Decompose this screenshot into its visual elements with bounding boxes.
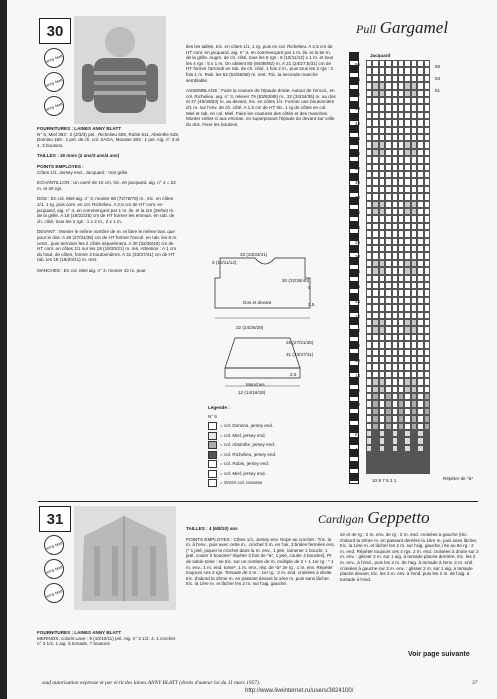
chart-cell: [424, 252, 430, 259]
chart-cell: [424, 208, 430, 215]
chart-row-label: 10: [355, 402, 361, 408]
chart-cell: [424, 312, 430, 319]
left-column-text: [37, 126, 180, 273]
chart-cell: [424, 445, 430, 452]
chart-row-label: 32: [355, 239, 361, 245]
supplies-body-31: MERINOS, coloris Lave : 9 (10/10/11) pel. Aig. n° 3 1/2, 4, 1 crochet n° 3 1/2, 1 aig. à torsade, 7 boutons: [37, 635, 176, 647]
legend-swatch: [208, 422, 217, 430]
assembly: ASSEMBLAGE : Faire la couture de l'épaule droite. Autour de l'encol., en col. Richelieu, aig. n° 3, relever 79 (83/83/89) m., 32 (34/34/36) m. au dos et 47 (49/49/53) m. au devant, tric. en côtes 1/1. Former une boutonnière d'1 m. sur l'env. de ch. côté. A 1,5 cm de HT tric. 1 rg de côtes en col. Miel et rab. en col. Miel. Faire les coutures des côtés et des manches. Monter celles-ci aux emman. en superposant l'épaule du devant sur celle du dos. Fixer les boutons.: [186, 88, 336, 127]
chart-cell: [424, 452, 430, 459]
chart-row-label-right: 55: [435, 64, 441, 69]
chart-cell: [424, 97, 430, 104]
chart-row-label: 24: [355, 298, 361, 304]
legend-label: = SAGA col. mousse: [220, 480, 263, 486]
chart-repeat-note: Répéter de *à*: [443, 476, 474, 481]
see-next-page: Voir page suivante: [408, 651, 470, 658]
legend-swatch: [208, 451, 217, 459]
brand-badge: anny blatt: [41, 45, 67, 71]
legend-swatch: [208, 441, 217, 449]
pattern-number-31: 31: [39, 506, 71, 532]
chart-cell: [424, 282, 430, 289]
sizes-stitches-31: [186, 526, 336, 587]
chart-cell: [424, 112, 430, 119]
chart-column-numbers: 10 9 7 5 3 1: [372, 478, 397, 483]
legend-swatch: [208, 479, 217, 487]
chart-cell: [424, 371, 430, 378]
chart-row-label: 52: [355, 91, 361, 97]
chart-cell: [424, 393, 430, 400]
legend-sub: N° 5: [208, 413, 217, 419]
supplies-heading: FOURNITURES : LAINES ANNY BLATT: [37, 126, 122, 131]
chart-cell: [424, 260, 430, 267]
legend-item: [208, 451, 318, 459]
dimension-label: 26 (27/31/35): [286, 340, 314, 345]
chart-cell: [424, 149, 430, 156]
chart-cell: [424, 289, 430, 296]
pattern-title: Pull Gargamel: [356, 18, 449, 37]
legend-item: [208, 460, 318, 468]
supplies-heading-31: FOURNITURES : LAINES ANNY BLATT: [37, 630, 122, 635]
chart-row-label-right: 51: [435, 88, 441, 93]
chart-row-label: 50: [355, 106, 361, 112]
chart-cell: [424, 356, 430, 363]
chart-row-label: 54: [355, 76, 361, 82]
chart-row-label: 48: [355, 121, 361, 127]
legend-items: [208, 422, 318, 487]
chart-cell: [424, 90, 430, 97]
chart-cell: [424, 334, 430, 341]
chart-cell: [424, 275, 430, 282]
chart-cell: [424, 386, 430, 393]
back-instructions: DOS : En col. Miel aig. n° 3, monter 68 (72/76/78) m., tric. en côtes 1/1, 1 rg. puis cont. en col. Richelieu. A 2,5 cm de HT cont. en jacquard, aig. n° 4, en commençant par 1 m. lis. et la 1re (3e/5e) m. de la grille. A 18 (19/22/25) cm de HT former les emman. en rab. de ch. côté, tous les 2 rgs : 1 x 2 m., 2 x 1 m.: [37, 196, 175, 224]
supplies-body: N° 5, Miel 353 : 2 (2/3/3) pel., Richelieu 505, Rubis 511, Absinthe 628, Domino 166 : 1 pel. de ch. col. SAGA, Mousse 363 : 1 pel. Aig. n° 3 et 4, 3 boutons.: [37, 131, 180, 148]
middle-column-text: [186, 44, 336, 127]
chart-cell: [424, 245, 430, 252]
brand-badge: anny blatt: [41, 93, 67, 119]
legend-item: [208, 470, 318, 478]
chart-cell: [424, 267, 430, 274]
supplies-31: [37, 630, 177, 647]
chart-row-label: 56: [355, 62, 361, 67]
chart-cell: [424, 319, 430, 326]
chart-title: Jacquard: [370, 53, 391, 58]
chart-row-label: 6: [355, 432, 358, 437]
chart-cell: [424, 423, 430, 430]
legend-label: = col. Domino, jersey end.: [220, 423, 274, 429]
chart-cell: [424, 341, 430, 348]
chart-cell: [424, 186, 430, 193]
chart-cell: [424, 134, 430, 141]
schematic-label-back-front: Dos et devant: [243, 300, 272, 305]
chart-row-label: 18: [355, 343, 361, 349]
chart-cell: [424, 400, 430, 407]
chart-row-label: 42: [355, 165, 361, 171]
chart-cell: [424, 60, 430, 67]
chart-row-label: 8: [355, 417, 358, 423]
chart-row-label: 38: [355, 195, 361, 201]
dimension-label: 12 (14/16/18): [238, 390, 266, 395]
left-margin-bar: [0, 0, 7, 699]
stitches-31: POINTS EMPLOYES : Côtes 1/1, Jersey env. Nope au crochet : Tric. la m. à l'env., puis avec cette m., crochet 3 m. en l'air, 3 brides fermées ens. (* 1 jeté, piquer le crochet dans la m. env., 1 jeté, ramener 1 boucle, 1 jeté, couler 2 boucles* répéter 3 fois de *à*, 1 jeté, couler 4 boucles). Pt de sable torse : se tric. sur un nombre de m. multiple de 2 + 1 1er rg : * 1 m. env., 1 m. end. torse*, 1 m. env., rép. de *à* 2e rg : 1 m. env. Répéter toujours ces 2 rgs. Torsade de 2 m. : 1er rg : 2 m. end. croisées à droite tric. d'abord la 2ème m. en passant devant la 1ère m, puis sans lâcher, tric. la 1ère m. et lâcher les 2 m. sur l'aig. gauche.: [186, 536, 335, 587]
chart-cell: [424, 201, 430, 208]
source-url: http://www.liveinternet.ru/users/3824100/: [245, 688, 354, 694]
sleeves-continued: tles les tailles, tric. en côtes 1/1, 1 rg. puis en col. Richelieu. A 2,5 cm de HT cont. en jacquard, aig. n° 4, en commençant par 1 m. lis. et la 5e m. de la grille. Augm. de ch. côté, tous les 6 rgs : 9 (10/11/12) x 1 m. et tous les 4 rgs : 5 x 1 m. On obtient 80 (84/88/92) m. A 21 (24/27,5/31) cm de HT former l'arrondi en rab. de ch. côté, 1 fois 2 m., puis tous les 2 rgs : 2 fois 1 m. Rab. les 52 (54/56/58) m. rest. Tric. la seconde manche semblable.: [186, 44, 334, 83]
pattern-number-30: 30: [39, 18, 71, 44]
legend-label: = col. Miel, jersey end.: [220, 470, 266, 476]
sizes-31: TAILLES : 4 (6/8/10) ans: [186, 526, 238, 531]
brand-badge: anny blatt: [41, 532, 67, 558]
dimension-label: 5: [308, 285, 311, 290]
gauge: ECHANTILLON : Un carré de 10 cm, tric. en jacquard, aig. n° 4 = 22 m. et 26 rgs.: [37, 180, 176, 191]
chart-cell: [424, 164, 430, 171]
chart-cell: [424, 467, 430, 474]
front-instructions: DEVANT : Monter le même nombre de m. et faire le même trav. que pour le dos. A 26 (27/31/35) cm de HT former l'encol. en rab. les 8 m. centr., puis terminer les 2 côtés séparément. A 30 (32/36/40) cm de HT cont. en côtes 1/1 sur les 18 (19/20/21) m. res. Attention : A 1 cm du haut, de côtes, former 2 boutonnières. A 31 (33/37/41) cm de HT rab. les 18 (19/20/21) m. rest.: [37, 229, 178, 263]
legend-label: = col. Rubis, jersey end.: [220, 461, 270, 467]
legend-label: = col. Richelieu, jersey end.: [220, 451, 277, 457]
chart-cell: [424, 127, 430, 134]
dimension-label: 2,5: [290, 372, 297, 377]
chart-cell: [424, 326, 430, 333]
dimension-label: 31 (33/37/41): [286, 352, 314, 357]
chart-cell: [424, 460, 430, 467]
dimension-label: 2,5: [308, 302, 315, 307]
legend-swatch: [208, 432, 217, 440]
jacquard-grid: [366, 60, 430, 475]
chart-cell: [424, 230, 430, 237]
brand-badge: anny blatt: [41, 556, 67, 582]
chart-cell: [424, 304, 430, 311]
legend-swatch: [208, 470, 217, 478]
dimension-label: 33 (33/33/41): [240, 252, 268, 257]
section-divider: [38, 501, 478, 502]
chart-row-label: 12: [355, 387, 361, 393]
legend-swatch: [208, 460, 217, 468]
legend-item: [208, 441, 318, 449]
right-column-31: 2e et 4e rg : 2 m. env. 3e rg : 2 m. end. croisées à gauche (tric. d'abord la 2ème m. en passant derrière la 1ère m. puis sans lâcher, tric. la 1ère m. et lâcher les 2 m. sur l'aig. gauche.) 5e au 8e rg : 2 m. end. Répéter toujours ces 4 rgs. 2 m. end. croisées à droite sur 2 m. env. : glisser 2 m. sur 1 aig. à torsade placée derrière, tric. les 2 m. env., à l'end., puis les 2 m. de l'aig. à torsade à l'env. 2 m. end. croisées à gauche sur 2 m. env. : glisser 2 m. sur 1 aig. à torsade placée devant, tric. les 2 m. env. à l'end. puis les 2 m. de l'aig. à torsade à l'end.: [340, 532, 479, 582]
stitches-body: Côtes 1/1, Jersey end., Jacquard : Voir grille.: [37, 169, 129, 175]
dimension-label: 30 (32/36/40): [282, 278, 310, 283]
dimension-label: 22 (24/26/28): [236, 325, 264, 330]
brand-badges: [44, 535, 64, 607]
chart-row-label: 20: [355, 328, 361, 334]
brand-badge: anny blatt: [41, 580, 67, 606]
chart-row-label: 46: [355, 136, 361, 141]
chart-cell: [424, 156, 430, 163]
brand-badge: anny blatt: [41, 69, 67, 95]
chart-cell: [424, 193, 430, 200]
brand-badges: [44, 48, 64, 120]
cardigan-photo: [74, 506, 176, 610]
chart-cell: [424, 415, 430, 422]
pattern-title-31: Cardigan Geppetto: [318, 508, 430, 527]
chart-cell: [424, 297, 430, 304]
chart-cell: [424, 141, 430, 148]
chart-row-label: 16: [355, 358, 361, 363]
sleeves-instructions: MANCHES : En col. Miel aig. n° 3, monter 42 m. pour: [37, 267, 146, 273]
footer: sauf autorisation expresse et par écrit des laines ANNY BLATT (droits d'auteur loi du 11 mars 1957). 37: [42, 680, 478, 686]
chart-cell: [424, 223, 430, 230]
chart-cell: [424, 119, 430, 126]
chart-cell: [424, 82, 430, 89]
chart-row-label: 44: [355, 150, 361, 156]
sizes: TAILLES : 18 mois (2 ans/3 ans/4 ans): [37, 153, 120, 159]
chart-row-label-right: 53: [435, 76, 441, 81]
chart-cell: [424, 437, 430, 444]
chart-row-label: 36: [355, 210, 361, 215]
chart-row-label: 22: [355, 313, 361, 319]
chart-row-label: 34: [355, 224, 361, 230]
legend-item: [208, 479, 318, 487]
legend-item: [208, 432, 318, 440]
legend-item: [208, 422, 318, 430]
chart-row-label: 26: [355, 284, 361, 289]
chart-row-label: 4: [355, 446, 358, 452]
legend-label: = col. Miel, jersey end.: [220, 432, 266, 438]
chart-cell: [424, 349, 430, 356]
child-photo: [74, 16, 166, 124]
dimension-label: 9 (10/11/12): [212, 260, 237, 265]
schematic-label-sleeves: Manches: [246, 382, 265, 387]
legend-label: = col. Absinthe, jersey end.: [220, 442, 276, 448]
chart-row-label: 40: [355, 180, 361, 186]
legend: [208, 405, 318, 489]
chart-row-label: 28: [355, 269, 361, 275]
chart-row-label: 30: [355, 254, 361, 260]
stitches-heading: POINTS EMPLOYES :: [37, 163, 84, 169]
chart-cell: [424, 408, 430, 415]
garment-schematic: [205, 248, 325, 398]
chart-cell: [424, 178, 430, 185]
chart-cell: [424, 238, 430, 245]
chart-cell: [424, 67, 430, 74]
chart-cell: [424, 75, 430, 82]
chart-cell: [424, 378, 430, 385]
legend-title: Légende :: [208, 405, 230, 410]
chart-cell: [424, 215, 430, 222]
chart-cell: [424, 171, 430, 178]
chart-cell: [424, 363, 430, 370]
chart-cell: [424, 104, 430, 111]
chart-row-label: 14: [355, 372, 361, 378]
chart-row-label: 2: [355, 461, 358, 467]
chart-cell: [424, 430, 430, 437]
